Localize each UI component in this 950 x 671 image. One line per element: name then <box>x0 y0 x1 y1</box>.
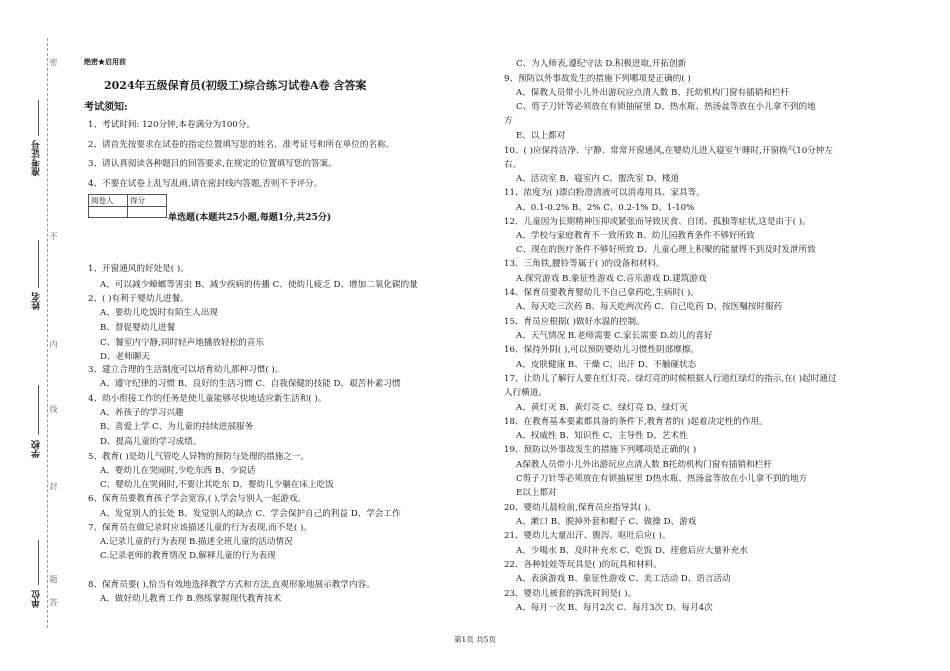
option-line: A.探究游戏 B.象征性游戏 C.音乐游戏 D.建筑游戏 <box>516 274 707 284</box>
seal-word: 题 <box>49 575 58 583</box>
grader-blank[interactable] <box>89 207 128 218</box>
seal-word: 线 <box>49 405 58 413</box>
question-line: 16、保持外阴( ),可以预防婴幼儿习惯性阴部摩擦。 <box>504 345 699 355</box>
page-title: 2024年五级保育员(初级工)综合练习试卷A卷 含答案 <box>104 79 367 92</box>
question-line: 9、预防以外事故发生的措施下列哪项是正确的( ) <box>504 74 691 84</box>
question-line: 11、浓度为( )漂白粉澄清液可以消毒用具、家具等。 <box>504 188 705 198</box>
seal-word: 答 <box>49 598 58 606</box>
question-line: 右。 <box>504 160 522 170</box>
question-line: 2、( )有利于婴幼儿进餐。 <box>88 294 189 304</box>
question-line: 19、预防以外事故发生的措施下列哪项是正确的( ) <box>504 445 697 455</box>
option-line: C、为人师表,遵纪守法 D.积极进取,开拓创新 <box>516 59 687 69</box>
option-line: C、现在的医疗条件不够好所致 D、儿童心理上积聚的能量得不到及时发泄所致 <box>516 245 816 255</box>
question-line: 4、幼小衔接工作的任务是使儿童能够尽快地适应新生活和( )。 <box>88 394 327 404</box>
question-line: 18、在教育基本要素都具备的条件下,教育者的( )起着决定性的作用。 <box>504 417 768 427</box>
seal-word: 内 <box>49 340 58 348</box>
question-line: 5、教育( )是幼儿气管吃人异物的预防与处理的措施之一。 <box>88 452 310 462</box>
option-line: A、养孩子的学习兴趣 <box>100 408 184 418</box>
score-cell: 得分 <box>128 195 167 207</box>
option-line: A、活动室 B、寝室内 C、盥洗室 D、楼道 <box>516 174 680 184</box>
question-line: 17、让幼儿了解行人要在红灯亮、绿灯亮的时候根据人行道红绿灯的指示,在( )起时通过 <box>504 374 837 384</box>
question-line: 6、保育员要教育孩子学会宽容,( ),学会与别人一起游戏。 <box>88 494 307 504</box>
option-line: D、提高儿童的学习成绩。 <box>100 437 202 447</box>
question-line: 22、各种娃娃等玩具是( )的玩具和材料。 <box>504 560 662 570</box>
question-line: 1、开窗通风的好处是( )。 <box>88 264 189 274</box>
option-line: A、0.1-0.2% B、2% C、0.2-1% D、1-10% <box>516 203 695 213</box>
seal-word: 密 <box>49 58 58 66</box>
option-line: A、做好幼儿教育工作 B.熟练掌握现代教育技术 <box>100 594 282 604</box>
question-line: 14、保育员要教育婴幼儿不自己拿药吃,生病时( )。 <box>504 288 699 298</box>
question-line: 12、儿童因为长期精神压抑或紧张而导致厌食、自闭、孤独等症状,这是由于( )。 <box>504 217 811 227</box>
question-line: 23、婴幼儿被套的拆洗时间是( )。 <box>504 589 637 599</box>
option-line: A、学校与家庭教育不一致所致 B、幼儿园教育条件不够好所致 <box>516 231 755 241</box>
page-number: 第1页 共5页 <box>454 635 496 644</box>
question-line: 8、保育员要( ),恰当有效地选择教学方式和方法,直观形象地展示教学内容。 <box>88 580 375 590</box>
option-line: A、保教人员带小儿外出游玩应点清人数 B、托幼机构门窗有插销和栏杆 <box>516 88 790 98</box>
secret-mark: 绝密★启用前 <box>84 57 126 66</box>
score-box <box>88 194 167 218</box>
option-line: A、少喝水 B、及时补充水 C、吃饭 D、痊愈后应大量补充水 <box>516 546 748 556</box>
exam-number-label: 准考证号 <box>32 140 42 176</box>
unit-label: 单位 <box>32 590 42 608</box>
notice-item: 1、考试时间: 120分钟,本卷满分为100分。 <box>88 120 255 130</box>
option-line: B、喜爱上学 C、为儿童的持续进展服务 <box>100 422 254 432</box>
notice-item: 4、不要在试卷上乱写乱画,请在密封线内答题,否则不予评分。 <box>88 179 323 189</box>
option-line: A.记录儿童的行为表现 B.描述全班儿童的活动情况 <box>100 537 293 547</box>
option-line: A、婴幼儿在哭闹时,少吃东西 B、少说话 <box>100 466 256 476</box>
option-line: A、表演游戏 B、象征性游戏 C、美工活动 D、语言活动 <box>516 574 731 584</box>
school-label: 学校 <box>32 440 42 458</box>
option-line: A、每天吃三次药 B、每天吃两次药 C、自己吃药 D、按医嘱按时服药 <box>516 302 783 312</box>
unit-blank[interactable] <box>38 540 39 585</box>
option-line: A、每月一次 B、每月2次 C、每月3次 D、每月4次 <box>516 603 713 613</box>
option-line: D、老师聊天 <box>100 352 150 362</box>
option-line: A、权威性 B、知识性 C、主导性 D、艺术性 <box>516 431 688 441</box>
option-line: A、皮肤健康 B、干燥 C、出汗 D、不触碰状态 <box>516 360 697 370</box>
option-line: E以上都对 <box>516 488 557 498</box>
option-line: A、可以减少蟑螂等害虫 B、减少疾病的传播 C、使幼儿疲乏 D、增加二氧化碳的量 <box>100 280 418 290</box>
question-line: 13、三角铁,腰铃等属于( )的设备和材料。 <box>504 259 665 269</box>
option-line: A保教人员带小儿外出游玩应点清人数 B托幼机构门窗有插销和栏杆 <box>516 460 772 470</box>
question-line: 3、建立合理的生活制度可以培育幼儿那种习惯( )。 <box>88 365 284 375</box>
question-line: 10、( )应保持洁净、宁静、常常开窗通风,在婴幼儿进入寝室午睡时,开窗换气10分钟左 <box>504 146 833 156</box>
option-line: A、遵守纪律的习惯 B、良好的生活习惯 C、自我保健的技能 D、艰苦朴素习惯 <box>100 379 401 389</box>
name-label: 姓名 <box>32 292 42 310</box>
binding-margin <box>0 0 70 671</box>
notice-item: 2、请首先按要求在试卷的指定位置填写您的姓名、准考证号和所在单位的名称。 <box>88 140 395 150</box>
seal-word: 不 <box>49 232 58 240</box>
option-line: 方 <box>504 116 513 126</box>
option-line: B、督促婴幼儿进餐 <box>100 323 176 333</box>
question-line: 15、育员应根据( )做好水温的控制。 <box>504 317 645 327</box>
seal-line <box>47 38 48 628</box>
grader-cell: 阅卷人 <box>89 195 128 207</box>
question-line: 7、保育员在做记录时应该描述儿童的行为表现,而不是( )。 <box>88 523 312 533</box>
notice-heading: 考试须知: <box>84 102 128 113</box>
option-line: A、要幼儿吃饭时有陌生人出现 <box>100 308 218 318</box>
notice-item: 3、请认真阅读各种题目的回答要求,在规定的位置填写您的答案。 <box>88 159 337 169</box>
seal-word: 封 <box>49 482 58 490</box>
option-line: C.记录老师的教育情况 D.解释儿童的行为表现 <box>100 551 276 561</box>
question-line: 人行横道。 <box>504 388 547 398</box>
option-line: C、餐室内宁静,同时轻声地播放轻松的音乐 <box>100 338 264 348</box>
option-line: A、天气情况 B.老师需要 C.家长需要 D.幼儿的喜好 <box>516 331 713 341</box>
score-blank[interactable] <box>128 207 167 218</box>
option-line: C剪子刀针等必须放在有锁抽屉里 D热水瓶、热汤盆等放在小儿拿不到的地方 <box>516 474 808 484</box>
section-heading: 单选题(本题共25小题,每题1分,共25分) <box>168 213 332 223</box>
option-line: C、婴幼儿在哭闹时,不要让其吃东 D、婴幼儿少躺在床上吃饭 <box>100 480 334 490</box>
exam-number-blank[interactable] <box>38 100 39 136</box>
option-line: A、黄灯灭 B、黄灯亮 C、绿灯亮 D、绿灯灭 <box>516 403 688 413</box>
name-blank[interactable] <box>38 240 39 288</box>
option-line: C、剪子刀针等必须放在有锁抽屉里 D、热水瓶、热汤盆等放在小儿拿不到的地 <box>516 102 816 112</box>
option-line: A、发觉别人的长处 B、发觉别人的缺点 C、学会保护自己的利益 D、学会工作 <box>100 509 401 519</box>
school-blank[interactable] <box>38 385 39 435</box>
option-line: A、漱口 B、脱掉外套和帽子 C、做操 D、游戏 <box>516 517 697 527</box>
option-line: E、以上都对 <box>516 131 566 141</box>
question-line: 20、婴幼儿晨检前,保育员应指导其( )。 <box>504 503 657 513</box>
question-line: 21、婴幼儿大量出汗、腹泻、呕吐后应( )。 <box>504 531 671 541</box>
